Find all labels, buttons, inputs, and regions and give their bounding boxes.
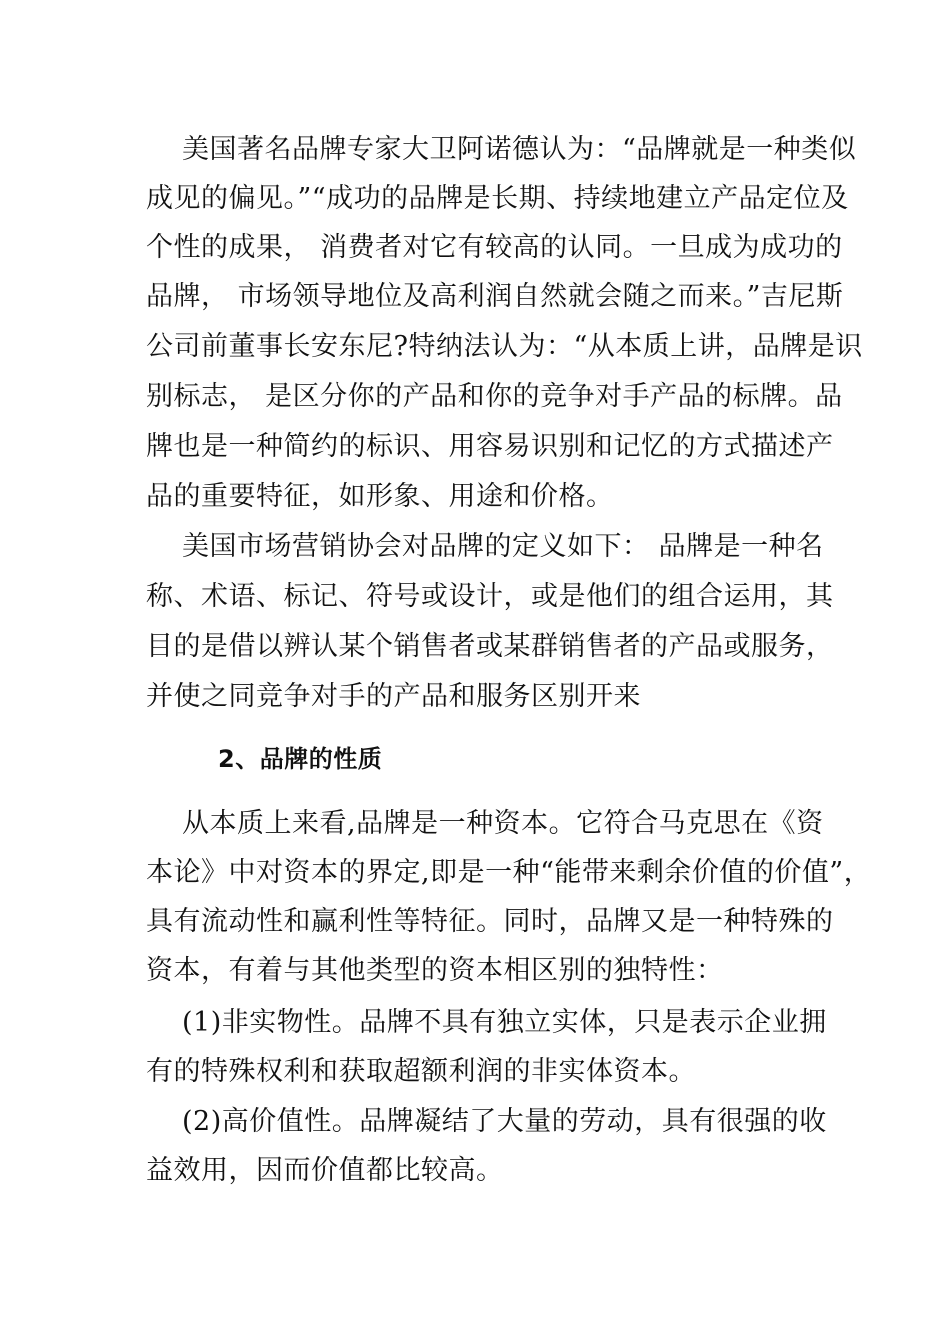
list-item-1-line-2: 有的特殊权利和获取超额利润的非实体资本。 (146, 1056, 696, 1087)
paragraph-3-line-3: 具有流动性和赢利性等特征。同时，品牌又是一种特殊的 (146, 906, 834, 937)
paragraph-3-line-1: 从本质上来看,品牌是一种资本。它符合马克思在《资 (182, 808, 824, 839)
paragraph-2-line-2: 称、术语、标记、符号或设计，或是他们的组合运用，其 (146, 581, 834, 612)
paragraph-1-line-7: 牌也是一种简约的标识、用容易识别和记忆的方式描述产 (146, 431, 834, 462)
list-item-1-line-1: (1)非实物性。品牌不具有独立实体，只是表示企业拥 (182, 1007, 827, 1038)
paragraph-1-line-1: 美国著名品牌专家大卫阿诺德认为：“品牌就是一种类似 (182, 134, 857, 165)
paragraph-1-line-2: 成见的偏见。”“成功的品牌是长期、持续地建立产品定位及 (146, 183, 849, 214)
paragraph-3-line-4: 资本，有着与其他类型的资本相区别的独特性： (146, 955, 724, 986)
paragraph-1-line-8: 品的重要特征，如形象、用途和价格。 (146, 481, 614, 512)
paragraph-3-line-2: 本论》中对资本的界定,即是一种“能带来剩余价值的价值”， (146, 857, 872, 888)
list-item-2-line-1: (2)高价值性。品牌凝结了大量的劳动，具有很强的收 (182, 1106, 827, 1137)
section-heading: 2、品牌的性质 (218, 745, 383, 773)
paragraph-1-line-5: 公司前董事长安东尼?特纳法认为：“从本质上讲，品牌是识 (146, 331, 863, 362)
paragraph-2-line-3: 目的是借以辨认某个销售者或某群销售者的产品或服务， (146, 631, 834, 662)
paragraph-1-line-6: 别标志， 是区分你的产品和你的竞争对手产品的标牌。品 (146, 381, 843, 412)
list-item-2-line-2: 益效用，因而价值都比较高。 (146, 1155, 504, 1186)
paragraph-2-line-1: 美国市场营销协会对品牌的定义如下： 品牌是一种名 (182, 531, 824, 562)
paragraph-2-line-4: 并使之同竞争对手的产品和服务区别开来 (146, 681, 641, 712)
paragraph-1-line-3: 个性的成果， 消费者对它有较高的认同。一旦成为成功的 (146, 232, 843, 263)
paragraph-1-line-4: 品牌， 市场领导地位及高利润自然就会随之而来。”吉尼斯 (146, 281, 844, 312)
